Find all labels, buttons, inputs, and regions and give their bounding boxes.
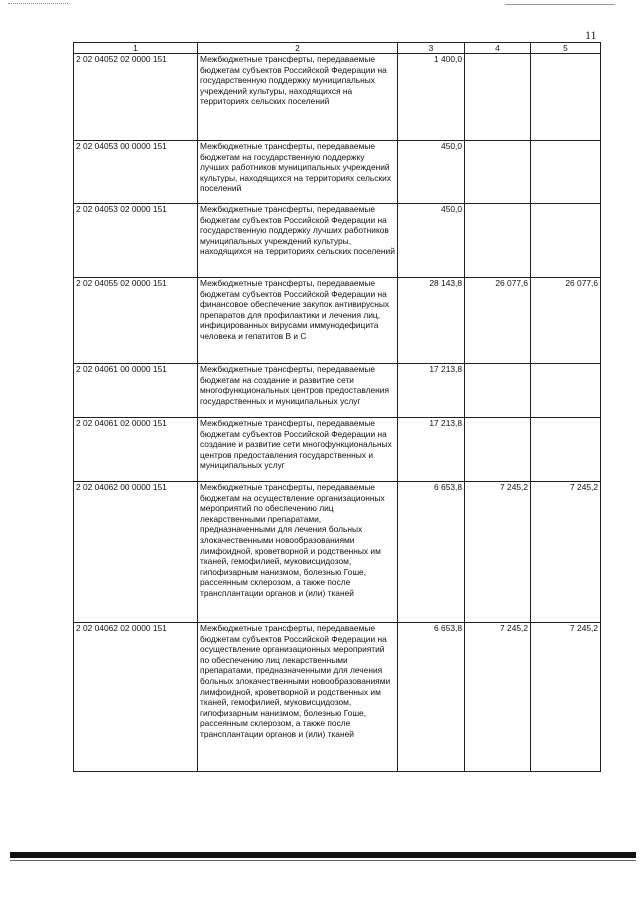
description: Межбюджетные трансферты, передаваемые бюджетам субъектов Российской Федерации на финансовое обеспечение закупок антивирусных препаратов для профилактики и лечения лиц, инфицированных вирусами иммунодефицита человека и гепатитов В и С xyxy=(198,278,398,364)
amount-col-5: 26 077,6 xyxy=(531,278,601,364)
description: Межбюджетные трансферты, передаваемые бюджетам субъектов Российской Федерации на создание и развитие сети многофункциональных центров предоставления государственных и муниципальных услуг xyxy=(198,418,398,482)
description: Межбюджетные трансферты, передаваемые бюджетам на осуществление организационных мероприятий по обеспечению лиц лекарственными препаратами, предназначенными для лечения больных злокачественными новообразованиями лимфоидной, кроветворной и родственных им тканей, гемофилией, муковисцидозом, гипофизарным нанизмом, болезнью Гоше, рассеянным склерозом, а также после трансплантации органов и (или) тканей xyxy=(198,482,398,623)
budget-table xyxy=(73,42,601,772)
budget-code: 2 02 04055 02 0000 151 xyxy=(74,278,198,364)
scan-bottom-bar xyxy=(10,852,636,858)
amount-col-4: 7 245,2 xyxy=(465,623,531,772)
header-col-5: 5 xyxy=(531,43,601,54)
table-body xyxy=(74,54,601,772)
scan-artifact-top-right xyxy=(505,4,615,6)
budget-code: 2 02 04062 02 0000 151 xyxy=(74,623,198,772)
description: Межбюджетные трансферты, передаваемые бюджетам субъектов Российской Федерации на государственную поддержку лучших работников муниципальных учреждений культуры, находящихся на территориях сельских поселений xyxy=(198,204,398,278)
amount-col-5 xyxy=(531,54,601,141)
scan-artifact-top-left xyxy=(8,3,68,5)
amount-col-3: 17 213,8 xyxy=(398,418,465,482)
description: Межбюджетные трансферты, передаваемые бюджетам на создание и развитие сети многофункциональных центров предоставления государственных и муниципальных услуг xyxy=(198,364,398,418)
amount-col-5: 7 245,2 xyxy=(531,482,601,623)
amount-col-3: 6 653,8 xyxy=(398,482,465,623)
description: Межбюджетные трансферты, передаваемые бюджетам субъектов Российской Федерации на осуществление организационных мероприятий по обеспечению лиц лекарственными препаратами, предназначенными для лечения больных злокачественными новообразованиями лимфоидной, кроветворной и родственных им тканей, гемофилией, муковисцидозом, гипофизарным нанизмом, болезнью Гоше, рассеянным склерозом, а также после трансплантации органов и (или) тканей xyxy=(198,623,398,772)
amount-col-3: 17 213,8 xyxy=(398,364,465,418)
description: Межбюджетные трансферты, передаваемые бюджетам на государственную поддержку лучших работников муниципальных учреждений культуры, находящихся на территориях сельских поселений xyxy=(198,141,398,204)
budget-code: 2 02 04052 02 0000 151 xyxy=(74,54,198,141)
header-col-4: 4 xyxy=(465,43,531,54)
table-row xyxy=(74,278,601,364)
header-col-3: 3 xyxy=(398,43,465,54)
amount-col-3: 6 653,8 xyxy=(398,623,465,772)
amount-col-5 xyxy=(531,418,601,482)
amount-col-4 xyxy=(465,364,531,418)
budget-code: 2 02 04061 00 0000 151 xyxy=(74,364,198,418)
amount-col-4 xyxy=(465,418,531,482)
budget-code: 2 02 04061 02 0000 151 xyxy=(74,418,198,482)
budget-code: 2 02 04062 00 0000 151 xyxy=(74,482,198,623)
budget-code: 2 02 04053 00 0000 151 xyxy=(74,141,198,204)
header-col-2: 2 xyxy=(198,43,398,54)
amount-col-3: 1 400,0 xyxy=(398,54,465,141)
amount-col-5 xyxy=(531,141,601,204)
amount-col-5 xyxy=(531,204,601,278)
budget-code: 2 02 04053 02 0000 151 xyxy=(74,204,198,278)
table-header xyxy=(74,43,601,54)
header-row xyxy=(74,43,601,54)
table-row xyxy=(74,364,601,418)
table-row xyxy=(74,54,601,141)
amount-col-4 xyxy=(465,141,531,204)
scan-bottom-line xyxy=(10,860,636,861)
amount-col-3: 28 143,8 xyxy=(398,278,465,364)
amount-col-3: 450,0 xyxy=(398,204,465,278)
amount-col-4: 7 245,2 xyxy=(465,482,531,623)
amount-col-5: 7 245,2 xyxy=(531,623,601,772)
table-row xyxy=(74,204,601,278)
description: Межбюджетные трансферты, передаваемые бюджетам субъектов Российской Федерации на государственную поддержку муниципальных учреждений культуры, находящихся на территориях сельских поселений xyxy=(198,54,398,141)
amount-col-4: 26 077,6 xyxy=(465,278,531,364)
table-row xyxy=(74,482,601,623)
page-number: 11 xyxy=(585,28,597,42)
table-row xyxy=(74,418,601,482)
amount-col-5 xyxy=(531,364,601,418)
amount-col-3: 450,0 xyxy=(398,141,465,204)
table-row xyxy=(74,623,601,772)
header-col-1: 1 xyxy=(74,43,198,54)
table-row xyxy=(74,141,601,204)
amount-col-4 xyxy=(465,204,531,278)
amount-col-4 xyxy=(465,54,531,141)
